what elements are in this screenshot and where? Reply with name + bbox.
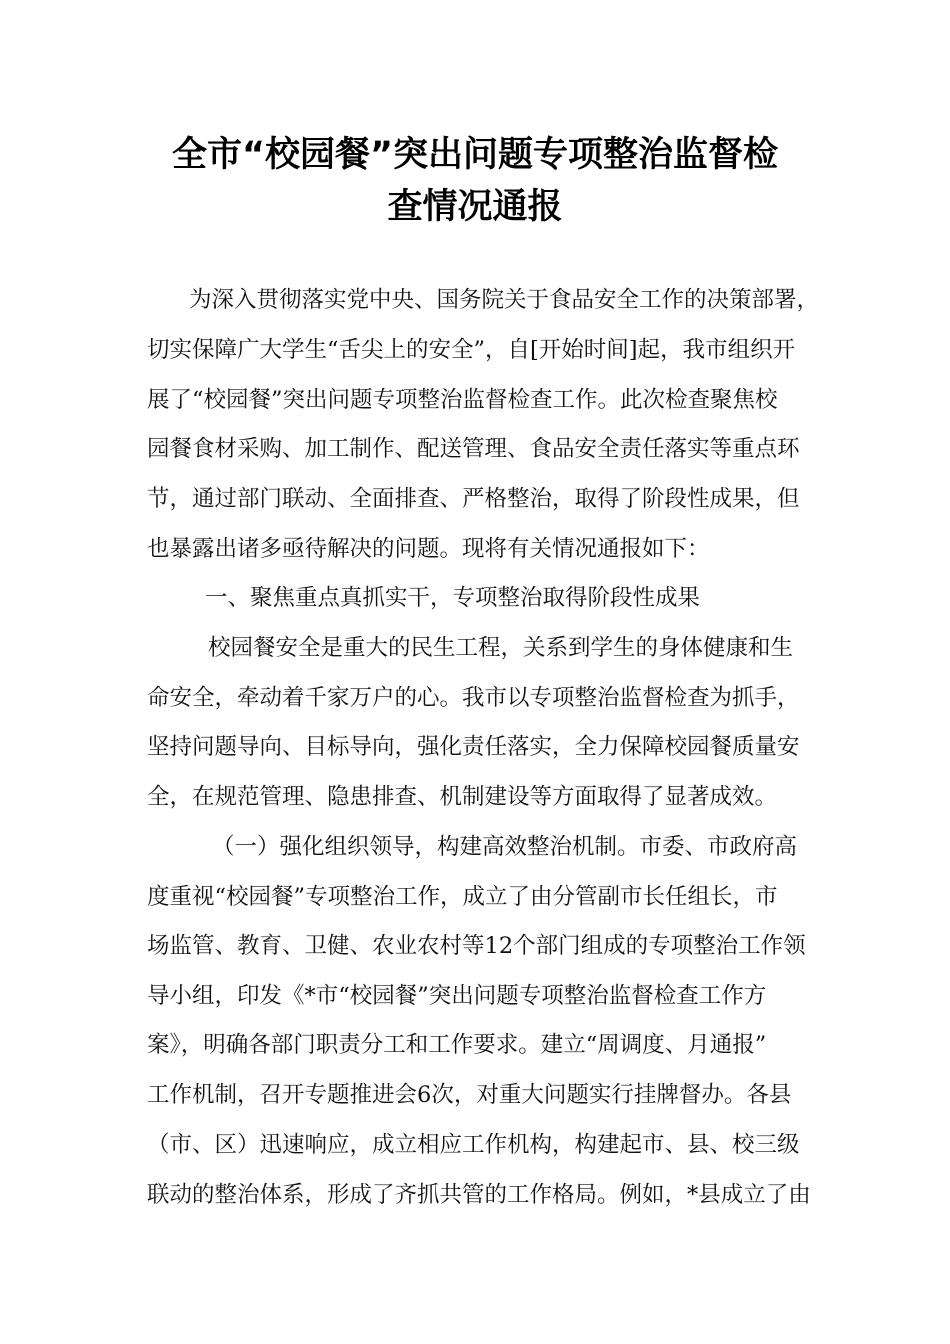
paragraph-line: 为深入贯彻落实党中央、国务院关于食品安全工作的决策部署， [189,287,820,313]
section-heading: 一、聚焦重点真抓实干，专项整治取得阶段性成果 [205,585,701,611]
paragraph-line: 度重视“校园餐”专项整治工作，成立了由分管副市长任组长，市 [147,884,778,910]
paragraph-line: （一）强化组织领导，构建高效整治机制。市委、市政府高 [212,834,798,860]
paragraph-line: 节，通过部门联动、全面排查、严格整治，取得了阶段性成果，但 [147,486,800,512]
paragraph-line: 场监管、教育、卫健、农业农村等12个部门组成的专项整治工作领 [147,933,806,959]
document-title-line-1: 全市“校园餐”突出问题专项整治监督检 [171,135,778,175]
paragraph-line: 坚持问题导向、目标导向，强化责任落实，全力保障校园餐质量安 [147,734,800,760]
paragraph-line: 园餐食材采购、加工制作、配送管理、食品安全责任落实等重点环 [147,436,800,462]
paragraph-line: 全，在规范管理、隐患排查、机制建设等方面取得了显著成效。 [147,784,778,810]
paragraph-line: 命安全，牵动着千家万户的心。我市以专项整治监督检查为抓手， [147,685,800,711]
paragraph-line: 工作机制，召开专题推进会6次，对重大问题实行挂牌督办。各县 [147,1082,792,1108]
paragraph-line: 案》，明确各部门职责分工和工作要求。建立“周调度、月通报” [147,1032,767,1058]
paragraph-line: 也暴露出诸多亟待解决的问题。现将有关情况通报如下： [147,536,710,562]
paragraph-line: （市、区）迅速响应，成立相应工作机构，构建起市、县、校三级 [147,1132,800,1158]
paragraph-line: 校园餐安全是重大的民生工程，关系到学生的身体健康和生 [208,635,794,661]
paragraph-line: 切实保障广大学生“舌尖上的安全”，自[开始时间]起，我市组织开 [147,337,796,363]
paragraph-line: 联动的整治体系，形成了齐抓共管的工作格局。例如，*县成立了由 [147,1182,811,1208]
document-title-line-2: 查情况通报 [387,187,563,227]
paragraph-line: 展了“校园餐”突出问题专项整治监督检查工作。此次检查聚焦校 [147,387,778,413]
paragraph-line: 导小组，印发《*市“校园餐”突出问题专项整治监督检查工作方 [147,983,767,1009]
